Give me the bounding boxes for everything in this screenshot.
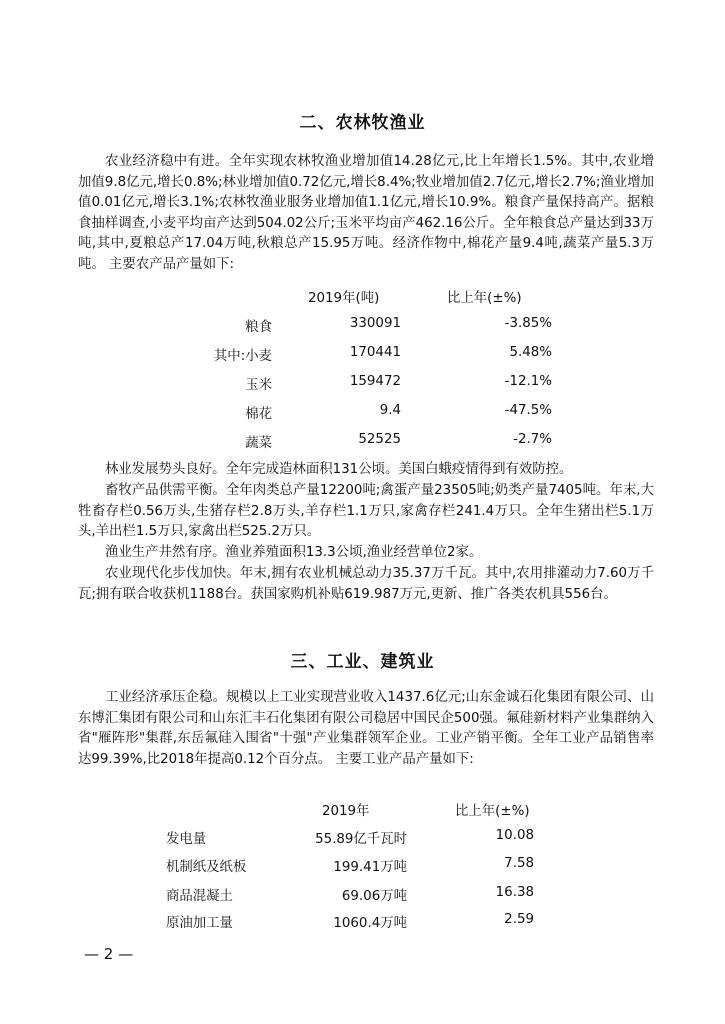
- industry-paragraph: 工业经济承压企稳。规模以上工业实现营业收入1437.6亿元;山东金诚石化集团有限公司、山东博汇集团有限公司和山东汇丰石化集团有限公司稳居中国民企500强。氟硅新材料产业集群纳入省"雁阵形"集群,东岳氟硅入围省"十强"产业集群领军企业。工业产销平衡。全年工业产品销售率达99.39%,比2018年提高0.12个百分点。 主要工业产品产量如下:: [78, 690, 654, 767]
- row-change: 10.08: [495, 828, 534, 843]
- row-label: 发电量: [166, 832, 207, 847]
- table-row: [0, 316, 725, 336]
- table-row: [0, 432, 725, 452]
- row-value: 52525: [358, 432, 401, 447]
- section-3-title: 三、工业、建筑业: [290, 652, 435, 672]
- row-label: 商品混凝土: [166, 889, 233, 904]
- table-row: [0, 828, 725, 848]
- row-value: 330091: [349, 316, 401, 331]
- row-value: 55.89亿千瓦时: [315, 832, 407, 847]
- header-year: 2019年(吨): [308, 291, 380, 306]
- row-value: 1060.4万吨: [333, 916, 407, 931]
- row-label: 玉米: [245, 378, 272, 393]
- row-label: 原油加工量: [166, 916, 233, 931]
- row-value: 199.41万吨: [333, 860, 407, 875]
- row-value: 170441: [349, 345, 401, 360]
- header-change: 比上年(±%): [455, 804, 530, 819]
- table-header: [0, 800, 725, 820]
- table-row: [0, 374, 725, 394]
- row-change: 5.48%: [509, 345, 552, 360]
- row-label: 粮食: [245, 320, 272, 335]
- table-row: [0, 345, 725, 365]
- page-number: — 2 —: [84, 945, 134, 963]
- fishery-paragraph: 渔业生产井然有序。渔业养殖面积13.3公顷,渔业经营单位2家。: [105, 545, 483, 560]
- table-row: [0, 885, 725, 905]
- row-label: 机制纸及纸板: [166, 860, 247, 875]
- row-label: 其中:小麦: [213, 349, 272, 364]
- livestock-paragraph: 畜牧产品供需平衡。全年肉类总产量12200吨;禽蛋产量23505吨;奶类产量7405吨。年末,大牲畜存栏0.56万头,生猪存栏2.8万头,羊存栏1.1万只,家禽存栏241.4万只。全年生猪出栏5.1万头,羊出栏1.5万只,家禽出栏525.2万只。: [78, 483, 654, 540]
- forestry-paragraph: 林业发展势头良好。全年完成造林面积131公顷。美国白蛾疫情得到有效防控。: [105, 462, 573, 477]
- table-row: [0, 403, 725, 423]
- row-change: -12.1%: [504, 374, 552, 389]
- row-value: 69.06万吨: [341, 889, 407, 904]
- row-change: -2.7%: [513, 432, 552, 447]
- header-year: 2019年: [322, 804, 370, 819]
- row-change: 7.58: [504, 856, 534, 871]
- agriculture-paragraph: 农业经济稳中有进。全年实现农林牧渔业增加值14.28亿元,比上年增长1.5%。其中,农业增加值9.8亿元,增长0.8%;林业增加值0.72亿元,增长8.4%;牧业增加值2.7亿元,增长2.7%;渔业增加值0.01亿元,增长3.1%;农林牧渔业服务业增加值1.1亿元,增长10.9%。粮食产量保持高产。据粮食抽样调查,小麦平均亩产达到504.02公斤;玉米平均亩产462.16公斤。全年粮食总产量达到33万吨,其中,夏粮总产17.04万吨,秋粮总产15.95万吨。经济作物中,棉花产量9.4吨,蔬菜产量5.3万吨。 主要农产品产量如下:: [78, 154, 654, 272]
- row-change: 2.59: [504, 912, 534, 927]
- row-value: 159472: [349, 374, 401, 389]
- row-value: 9.4: [379, 403, 401, 418]
- header-change: 比上年(±%): [447, 291, 522, 306]
- section-2-title: 二、农林牧渔业: [299, 113, 426, 133]
- table-row: [0, 912, 725, 932]
- row-label: 蔬菜: [245, 436, 272, 451]
- table-header: [0, 287, 725, 307]
- table-row: [0, 856, 725, 876]
- row-change: -3.85%: [504, 316, 552, 331]
- row-change: -47.5%: [504, 403, 552, 418]
- row-change: 16.38: [495, 885, 534, 900]
- mechanization-paragraph: 农业现代化步伐加快。年末,拥有农业机械总动力35.37万千瓦。其中,农用排灌动力7.60万千瓦;拥有联合收获机1188台。获国家购机补贴619.987万元,更新、推广各类农机具556台。: [78, 566, 654, 602]
- row-label: 棉花: [245, 407, 272, 422]
